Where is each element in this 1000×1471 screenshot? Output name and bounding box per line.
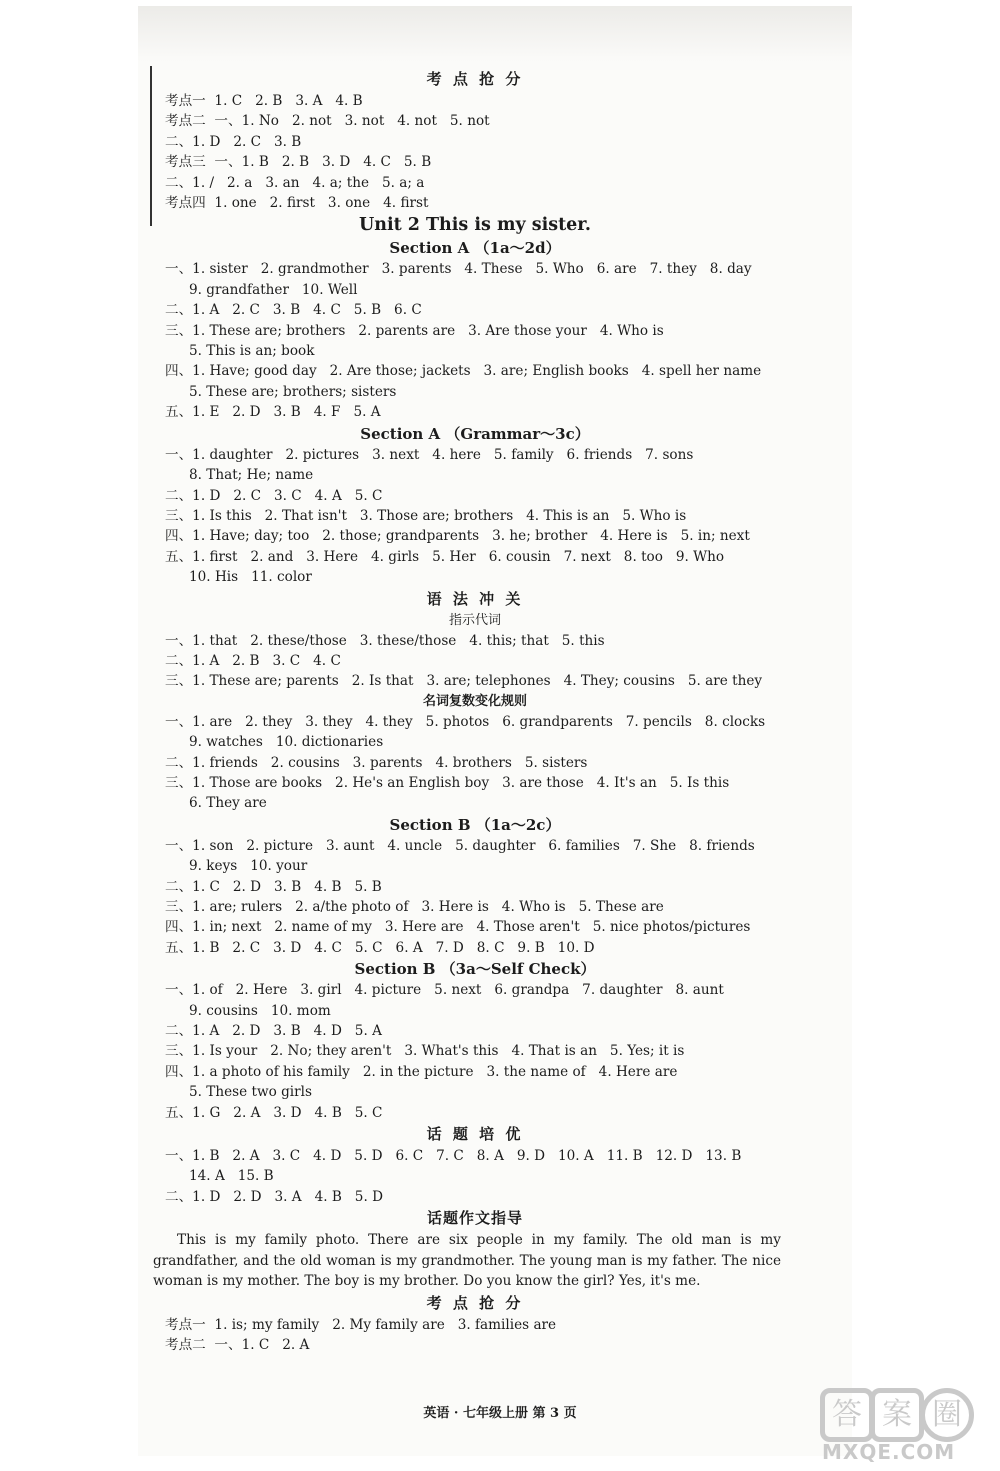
answer-line: 考点二 一、1. C 2. A [165,1336,310,1353]
section-a-1a-2d-answers [165,259,805,422]
answer-line: 二、1. D 2. D 3. A 4. B 5. D [165,1188,383,1205]
answer-line: 四、1. Have; good day 2. Are those; jackets 3. are; English books 4. spell her name [165,363,762,380]
answer-line: 二、1. A 2. C 3. B 4. C 5. B 6. C [165,302,422,319]
answer-line: 5. These two girls [189,1084,312,1101]
answer-line: 14. A 15. B [189,1168,274,1185]
watermark-url: MXQE.COM [822,1440,956,1464]
kaodian-bottom-list [165,1315,805,1356]
answer-content [153,68,805,1355]
watermark-logo [820,1388,968,1444]
answer-line: 五、1. first 2. and 3. Here 4. girls 5. Her 6. cousin 7. next 8. too 9. Who [165,548,725,565]
answer-line: 二、1. D 2. C 3. B [165,133,302,150]
answer-line: 二、1. C 2. D 3. B 4. B 5. B [165,878,382,895]
answer-line: 9. cousins 10. mom [189,1002,331,1019]
answer-line: 四、1. in; next 2. name of my 3. Here are 4. Those aren't 5. nice photos/pictures [165,919,751,936]
answer-line: 9. keys 10. your [189,858,308,875]
answer-line: 二、1. A 2. D 3. B 4. D 5. A [165,1023,382,1040]
answer-line: 考点一 1. C 2. B 3. A 4. B [165,93,363,109]
demonstratives-answers [165,631,805,692]
answer-line: 四、1. Have; day; too 2. those; grandparents 3. he; brother 4. Here is 5. in; next [165,528,750,545]
answer-line: 三、1. Is this 2. That isn't 3. Those are; brothers 4. This is an 5. Who is [165,507,687,524]
answer-line: 考点四 1. one 2. first 3. one 4. first [165,195,429,212]
essay-text: This is my family photo. There are six people in my family. The old man is my grandfather, and the old woman is my grandmother. The young man is my father. The nice woman is my mother. The boy is my brother. Do you know the girl? Yes, it's me. [153,1232,781,1290]
section-a-grammar-title: Section A （Grammar～3c） [360,424,590,443]
demonstratives-heading: 指示代词 [448,612,501,628]
answer-line: 一、1. daughter 2. pictures 3. next 4. here 5. family 6. friends 7. sons [165,446,694,463]
answer-line: 考点二 一、1. No 2. not 3. not 4. not 5. not [165,113,490,130]
answer-line: 三、1. Is your 2. No; they aren't 3. What's this 4. That is an 5. Yes; it is [165,1043,685,1060]
answer-line: 二、1. A 2. B 3. C 4. C [165,652,341,669]
page-top-shadow [138,6,852,62]
answer-line: 三、1. Those are books 2. He's an English boy 3. are those 4. It's an 5. Is this [165,774,730,791]
answer-line: 四、1. a photo of his family 2. in the picture 3. the name of 4. Here are [165,1063,678,1080]
watermark-char-1: 答 [820,1388,874,1442]
section-b-1a-2c-title: Section B （1a～2c） [389,815,561,834]
answer-line: 二、1. D 2. C 3. C 4. A 5. C [165,487,383,504]
answer-line: 考点三 一、1. B 2. B 3. D 4. C 5. B [165,154,432,171]
answer-line: 五、1. B 2. C 3. D 4. C 5. C 6. A 7. D 8. C 9. B 10. D [165,939,595,956]
answer-line: 一、1. that 2. these/those 3. these/those 4. this; that 5. this [165,632,605,649]
answer-line: 一、1. are 2. they 3. they 4. they 5. photos 6. grandparents 7. pencils 8. clocks [165,713,766,730]
answer-line: 三、1. are; rulers 2. a/the photo of 3. Here is 4. Who is 5. These are [165,899,664,915]
unit-title: Unit 2 This is my sister. [358,215,592,236]
answer-line: 五、1. E 2. D 3. B 4. F 5. A [165,404,381,421]
watermark-char-3: 圈 [920,1388,974,1442]
answer-line: 5. These are; brothers; sisters [189,383,397,400]
answer-line: 一、1. son 2. picture 3. aunt 4. uncle 5. daughter 6. families 7. She 8. friends [165,837,755,854]
section-a-1a-2d-title: Section A （1a～2d） [389,239,561,258]
plural-rules-heading: 名词复数变化规则 [422,693,527,709]
answer-line: 5. This is an; book [189,343,315,360]
section-b-1a-2c-answers [165,836,805,958]
kaodian-top-list [165,91,805,213]
topic-heading: 话 题 培 优 [426,1125,524,1144]
section-b-self-check-answers [165,980,805,1123]
answer-line: 考点一 1. is; my family 2. My family are 3. families are [165,1316,557,1333]
answer-line: 二、1. / 2. a 3. an 4. a; the 5. a; a [165,174,425,191]
answer-line: 9. watches 10. dictionaries [189,734,384,751]
section-a-grammar-answers [165,445,805,588]
essay-heading: 话题作文指导 [426,1209,523,1228]
topic-answers [165,1146,805,1207]
answer-line: 6. They are [189,795,267,812]
plural-rules-answers [165,712,805,814]
grammar-heading: 语 法 冲 关 [426,589,524,608]
answer-line: 三、1. These are; parents 2. Is that 3. are; telephones 4. They; cousins 5. are they [165,673,763,690]
answer-line: 五、1. G 2. A 3. D 4. B 5. C [165,1104,383,1121]
answer-line: 二、1. friends 2. cousins 3. parents 4. brothers 5. sisters [165,754,588,771]
answer-line: 一、1. B 2. A 3. C 4. D 5. D 6. C 7. C 8. A 9. D 10. A 11. B 12. D 13. B [165,1148,742,1165]
watermark-char-2: 案 [870,1388,924,1442]
heading-kaodian-top: 考 点 抢 分 [426,70,524,88]
answer-line: 9. grandfather 10. Well [189,281,358,298]
section-b-self-check-title: Section B （3a～Self Check） [354,960,596,979]
answer-line: 一、1. of 2. Here 3. girl 4. picture 5. next 6. grandpa 7. daughter 8. aunt [165,982,724,999]
answer-line: 一、1. sister 2. grandmother 3. parents 4. These 5. Who 6. are 7. they 8. day [165,261,752,278]
answer-line: 三、1. These are; brothers 2. parents are 3. Are those your 4. Who is [165,322,664,339]
answer-line: 8. That; He; name [189,467,314,484]
page-footer: 英语 · 七年级上册 第 3 页 [423,1406,577,1421]
answer-line: 10. His 11. color [189,569,312,586]
heading-kaodian-bottom: 考 点 抢 分 [426,1293,524,1312]
